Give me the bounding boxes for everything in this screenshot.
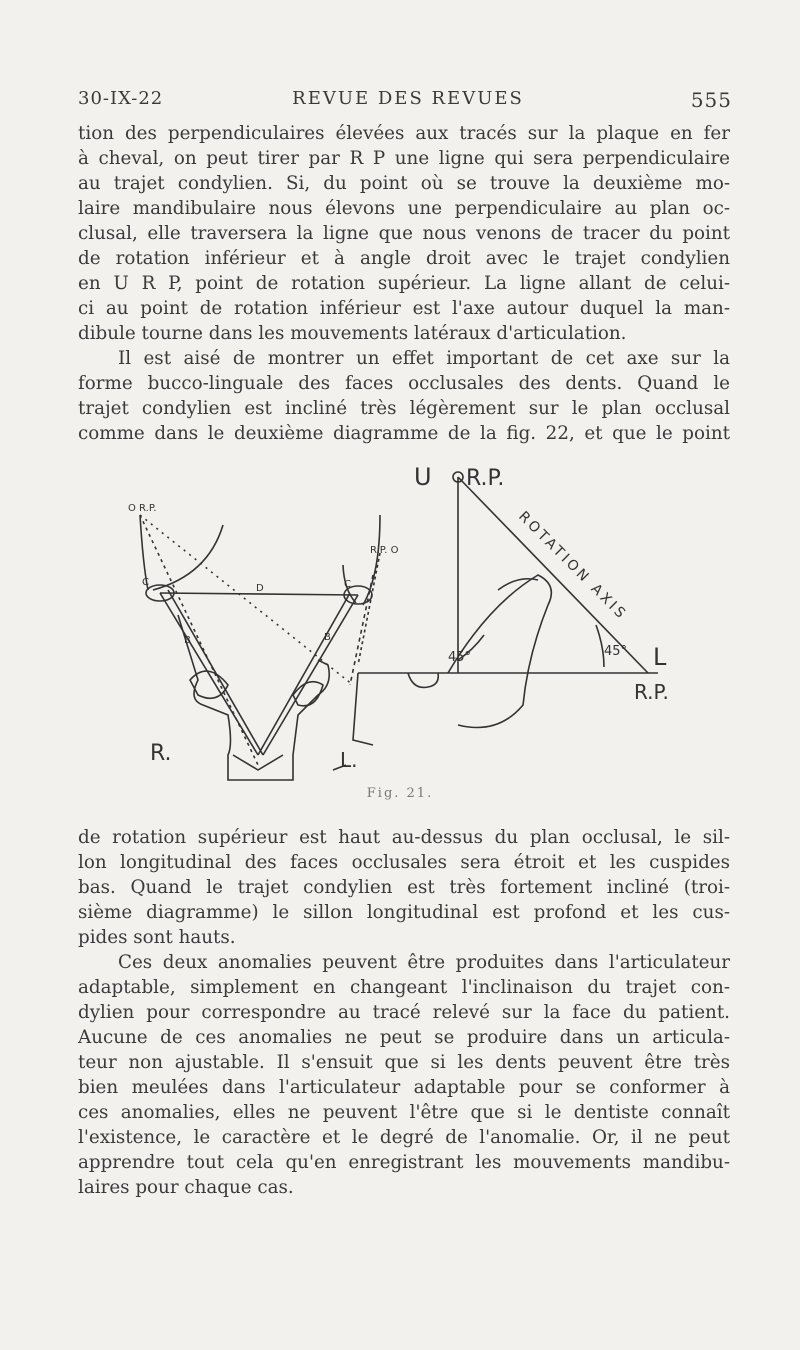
molar-right	[408, 673, 438, 687]
text-line: Ces deux anomalies peuvent être produites dans l'articulateur	[118, 952, 730, 973]
arc-left	[153, 525, 223, 590]
label-l-right: L	[653, 643, 667, 671]
text-line: à cheval, on peut tirer par R P une ligne qui sera perpendiculaire	[78, 148, 730, 169]
line-b-left	[160, 593, 258, 755]
label-b-right: B	[324, 632, 331, 643]
label-rp-top: R.P.	[466, 466, 505, 491]
text-line: ci au point de rotation inférieur est l'axe autour duquel la man-	[78, 298, 730, 319]
text-line: clusal, elle traversera la ligne que nous venons de tracer du point	[78, 223, 730, 244]
text-line: dylien pour correspondre au tracé relevé sur la face du patient.	[78, 1002, 730, 1023]
line-b-left-2	[168, 590, 263, 755]
text-line: bas. Quand le trajet condylien est très fortement incliné (troi-	[78, 877, 730, 898]
text-line: lon longitudinal des faces occlusales sera étroit et les cuspides	[78, 852, 730, 873]
label-r: R.	[150, 741, 172, 766]
label-rp-right: R.P. O	[370, 545, 399, 556]
text-line: de rotation supérieur est haut au-dessus du plan occlusal, le sil-	[78, 827, 730, 848]
label-l-left: L.	[340, 748, 358, 772]
text-line: sième diagramme) le sillon longitudinal est profond et les cus-	[78, 902, 730, 923]
label-c-right: C	[344, 579, 351, 590]
figure-illustration	[118, 455, 698, 800]
page-number: 555	[690, 88, 732, 112]
text-line: de rotation inférieur et à angle droit avec le trajet condylien	[78, 248, 730, 269]
text-line: laire mandibulaire nous élevons une perpendiculaire au plan oc-	[78, 198, 730, 219]
text-line: l'existence, le caractère et le degré de l'anomalie. Or, il ne peut	[78, 1127, 730, 1148]
mandible-right-outline	[353, 673, 373, 745]
label-u: U	[414, 463, 432, 491]
label-angle-left: 45°	[448, 650, 472, 665]
text-line: teur non ajustable. Il s'ensuit que si les dents peuvent être très	[78, 1052, 730, 1073]
dotted-line-left-2	[140, 515, 353, 685]
text-line: laires pour chaque cas.	[78, 1177, 294, 1198]
page-header	[78, 88, 732, 116]
text-line: Aucune de ces anomalies ne peut se produire dans un articula-	[78, 1027, 730, 1048]
text-line: pides sont hauts.	[78, 927, 236, 948]
line-b-right	[263, 595, 358, 755]
figure-caption: Fig. 21.	[366, 786, 434, 801]
line-b-right-2	[258, 593, 350, 755]
label-rp-bottom: R.P.	[634, 680, 669, 704]
text-line: Il est aisé de montrer un effet important de cet axe sur la	[118, 348, 730, 369]
mandible-outline	[178, 615, 329, 780]
text-line: dibule tourne dans les mouvements latéraux d'articulation.	[78, 323, 627, 344]
label-angle-right: 45°	[604, 644, 628, 659]
text-line: en U R P, point de rotation supérieur. La ligne allant de celui-	[78, 273, 730, 294]
incisor-point	[233, 755, 283, 770]
text-line: comme dans le deuxième diagramme de la fig. 22, et que le point	[78, 423, 730, 444]
figure-21	[118, 455, 698, 800]
label-c-left: C	[142, 577, 149, 588]
text-line: forme bucco-linguale des faces occlusales des dents. Quand le	[78, 373, 730, 394]
label-rotation-axis: ROTATION AXIS	[515, 508, 631, 624]
paragraph	[78, 825, 730, 950]
label-d: D	[256, 583, 264, 594]
text-line: adaptable, simplement en changeant l'inclinaison du trajet con-	[78, 977, 730, 998]
text-line: apprendre tout cela qu'en enregistrant les mouvements mandibu-	[78, 1152, 730, 1173]
running-title: REVUE DES REVUES	[292, 88, 524, 109]
paragraph	[78, 121, 730, 346]
text-line: trajet condylien est incliné très légèrement sur le plan occlusal	[78, 398, 730, 419]
paragraph	[78, 346, 730, 446]
angle-arc-right	[596, 625, 604, 667]
text-line: au trajet condylien. Si, du point où se trouve la deuxième mo-	[78, 173, 730, 194]
paragraph	[78, 950, 730, 1200]
label-orp: O R.P.	[128, 503, 157, 514]
issue-date: 30-IX-22	[78, 88, 164, 109]
dashed-right-2	[358, 553, 380, 665]
label-b-left: B	[184, 635, 191, 646]
text-line: ces anomalies, elles ne peuvent l'être que si le dentiste connaît	[78, 1102, 730, 1123]
text-line: tion des perpendiculaires élevées aux tracés sur la plaque en fer	[78, 123, 730, 144]
dotted-line-left	[140, 515, 258, 765]
text-line: bien meulées dans l'articulateur adaptable pour se conformer à	[78, 1077, 730, 1098]
